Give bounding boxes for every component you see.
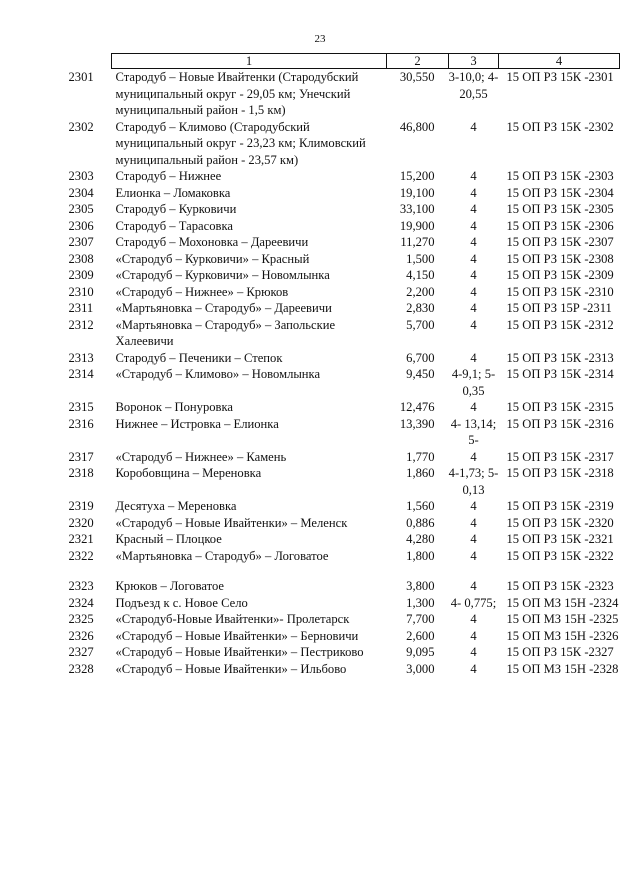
road-category: 4	[470, 400, 477, 414]
road-category: 3-10,0; 4-20,55	[448, 70, 499, 101]
road-category: 4- 0,775;	[450, 595, 497, 610]
road-name: «Мартьяновка – Стародуб» – Дареевичи	[115, 301, 332, 315]
road-category: 4	[470, 268, 477, 282]
road-code: 15 ОП РЗ 15К -2321	[506, 532, 614, 546]
road-code: 15 ОП РЗ 15К -2305	[506, 202, 614, 216]
table-row	[112, 399, 620, 416]
row-number: 2318	[68, 466, 94, 480]
row-number: 2312	[68, 317, 94, 332]
road-name: Подъезд к с. Новое Село	[115, 595, 248, 610]
road-name-cell	[68, 218, 387, 235]
row-number: 2324	[68, 595, 94, 610]
road-length: 19,100	[399, 185, 435, 200]
row-number: 2301	[68, 70, 94, 84]
road-category: 4	[470, 612, 477, 626]
road-length: 1,560	[406, 499, 435, 513]
road-name: Красный – Плоцкое	[115, 532, 222, 546]
road-length: 2,600	[406, 628, 435, 643]
road-length: 5,700	[406, 317, 435, 332]
road-category: 4	[470, 317, 477, 332]
table-row	[112, 548, 620, 565]
road-category: 4	[470, 235, 477, 249]
road-length: 46,800	[399, 119, 435, 134]
row-number: 2304	[68, 185, 94, 200]
table-row	[112, 317, 620, 350]
table-row	[112, 267, 620, 284]
road-length: 1,300	[406, 595, 435, 610]
road-length: 13,390	[399, 416, 435, 431]
road-name-cell	[68, 416, 387, 449]
row-number: 2309	[68, 268, 94, 282]
table-row	[112, 201, 620, 218]
table-body	[68, 69, 620, 678]
table-row	[112, 185, 620, 202]
table-row	[112, 611, 620, 628]
row-number: 2321	[68, 532, 94, 546]
road-category: 4	[470, 119, 477, 134]
road-code: 15 ОП РЗ 15Р -2311	[506, 301, 612, 315]
table-row	[112, 366, 620, 399]
road-length: 1,500	[406, 251, 435, 266]
road-code: 15 ОП РЗ 15К -2319	[506, 499, 614, 513]
road-name: Стародуб – Нижнее	[115, 169, 222, 183]
road-length: 1,770	[406, 449, 435, 464]
road-name-cell	[68, 201, 387, 218]
road-code: 15 ОП РЗ 15К -2320	[506, 515, 614, 530]
road-name-cell	[68, 595, 387, 612]
road-code: 15 ОП МЗ 15Н -2325	[506, 612, 619, 626]
road-length: 2,200	[406, 284, 435, 299]
table-row	[112, 628, 620, 645]
road-category: 4	[470, 301, 477, 315]
road-name: «Стародуб – Новые Ивайтенки» – Ильбово	[115, 661, 347, 676]
road-category: 4	[470, 645, 477, 659]
road-category: 4	[470, 251, 477, 266]
road-category: 4	[470, 284, 477, 299]
road-name-cell	[68, 251, 387, 268]
road-name-cell	[68, 69, 387, 119]
road-category: 4	[470, 628, 477, 643]
row-spacer	[112, 564, 620, 578]
road-name: Воронок – Понуровка	[115, 400, 234, 414]
road-category: 4	[470, 202, 477, 216]
road-category: 4-9,1; 5-0,35	[451, 367, 496, 398]
table-row	[112, 234, 620, 251]
table-row	[112, 350, 620, 367]
road-name-cell	[68, 515, 387, 532]
road-code: 15 ОП РЗ 15К -2322	[506, 548, 614, 563]
table-row	[112, 416, 620, 449]
road-name: Стародуб – Мохоновка – Дареевичи	[115, 235, 309, 249]
table-row	[112, 595, 620, 612]
column-header-4: 4	[499, 54, 620, 69]
road-name-cell	[68, 119, 387, 169]
road-code: 15 ОП РЗ 15К -2313	[506, 350, 614, 365]
road-code: 15 ОП РЗ 15К -2323	[506, 579, 614, 593]
road-code: 15 ОП РЗ 15К -2317	[506, 449, 614, 464]
road-code: 15 ОП РЗ 15К -2301	[506, 70, 614, 84]
table-row	[112, 531, 620, 548]
road-name-cell	[68, 366, 387, 399]
road-category: 4	[470, 661, 477, 676]
row-number: 2326	[68, 628, 94, 643]
road-length: 6,700	[406, 350, 435, 365]
road-category: 4-1,73; 5-0,13	[448, 466, 499, 497]
road-name: «Стародуб – Нижнее» – Камень	[115, 449, 287, 464]
table-row	[112, 284, 620, 301]
table-row	[112, 251, 620, 268]
road-name-cell	[68, 611, 387, 628]
road-length: 7,700	[406, 612, 435, 626]
road-code: 15 ОП РЗ 15К -2315	[506, 400, 614, 414]
table-row	[112, 69, 620, 119]
road-length: 1,800	[406, 548, 435, 563]
road-name: «Мартьяновка – Стародуб» – Логоватое	[115, 548, 329, 563]
column-header-1: 1	[112, 54, 387, 69]
road-code: 15 ОП РЗ 15К -2316	[506, 416, 614, 431]
road-category: 4	[470, 350, 477, 365]
road-name: «Стародуб – Нижнее» – Крюков	[115, 284, 289, 299]
road-name: Коробовщина – Мереновка	[115, 466, 262, 480]
road-category: 4	[470, 579, 477, 593]
road-name: «Стародуб – Новые Ивайтенки» – Пестриково	[115, 645, 364, 659]
road-code: 15 ОП РЗ 15К -2307	[506, 235, 614, 249]
table-row	[112, 498, 620, 515]
road-name-cell	[68, 300, 387, 317]
road-name: Стародуб – Тарасовка	[115, 218, 233, 233]
road-length: 4,150	[406, 268, 435, 282]
road-name: Стародуб – Курковичи	[115, 202, 237, 216]
road-name: «Стародуб – Курковичи» – Красный	[115, 251, 310, 266]
page-number: 23	[314, 33, 326, 45]
road-name-cell	[68, 449, 387, 466]
road-name: Нижнее – Истровка – Елионка	[115, 416, 279, 431]
road-name-cell	[68, 548, 387, 565]
road-code: 15 ОП РЗ 15К -2327	[506, 645, 614, 659]
row-number: 2310	[68, 284, 94, 299]
row-number: 2316	[68, 416, 94, 431]
road-name: «Мартьяновка – Стародуб» – Запольские Халеевичи	[115, 317, 336, 348]
row-number: 2323	[68, 579, 94, 593]
road-length: 19,900	[399, 218, 435, 233]
row-number: 2313	[68, 350, 94, 365]
road-name-cell	[68, 498, 387, 515]
road-name-cell	[68, 661, 387, 678]
road-name-cell	[68, 185, 387, 202]
table-row	[112, 449, 620, 466]
table-header	[112, 54, 620, 69]
road-length: 15,200	[399, 169, 435, 183]
table-row	[112, 661, 620, 678]
row-number: 2306	[68, 218, 94, 233]
table-row	[112, 578, 620, 595]
road-name: Стародуб – Новые Ивайтенки (Стародубский муниципальный округ - 29,05 км; Унечский муниципальный район - 1,5 км)	[115, 70, 359, 117]
road-category: 4	[470, 515, 477, 530]
road-name: Крюков – Логоватое	[115, 579, 225, 593]
road-length: 3,800	[406, 579, 435, 593]
road-length: 0,886	[406, 515, 435, 530]
road-name-cell	[68, 644, 387, 661]
road-code: 15 ОП МЗ 15Н -2326	[506, 628, 619, 643]
road-name: Стародуб – Климово (Стародубский муниципальный округ - 23,23 км; Климовский муниципальный район - 23,57 км)	[115, 119, 366, 167]
road-name: Стародуб – Печеники – Степок	[115, 350, 283, 365]
road-code: 15 ОП РЗ 15К -2310	[506, 284, 614, 299]
road-category: 4	[470, 449, 477, 464]
road-name: «Стародуб – Курковичи» – Новомлынка	[115, 268, 330, 282]
road-category: 4	[470, 218, 477, 233]
road-code: 15 ОП РЗ 15К -2318	[506, 466, 614, 480]
road-length: 3,000	[406, 661, 435, 676]
road-length: 33,100	[399, 202, 435, 216]
road-length: 9,095	[406, 645, 435, 659]
row-number: 2322	[68, 548, 94, 563]
road-name: «Стародуб – Новые Ивайтенки» – Меленск	[115, 515, 348, 530]
road-code: 15 ОП РЗ 15К -2312	[506, 317, 614, 332]
road-name-cell	[68, 399, 387, 416]
road-code: 15 ОП РЗ 15К -2306	[506, 218, 614, 233]
roads-table	[68, 53, 620, 677]
road-category: 4	[470, 169, 477, 183]
road-name: «Стародуб – Новые Ивайтенки» – Берновичи	[115, 628, 359, 643]
column-header-2: 2	[387, 54, 449, 69]
row-number: 2302	[68, 119, 94, 134]
road-name: «Стародуб-Новые Ивайтенки»- Пролетарск	[115, 612, 350, 626]
road-length: 2,830	[406, 301, 435, 315]
table-row	[112, 515, 620, 532]
road-category: 4	[470, 185, 477, 200]
table-row	[112, 218, 620, 235]
row-number: 2315	[68, 400, 94, 414]
column-header-3: 3	[449, 54, 499, 69]
road-name-cell	[68, 465, 387, 498]
row-number: 2314	[68, 367, 94, 381]
road-name-cell	[68, 234, 387, 251]
road-length: 9,450	[406, 367, 435, 381]
road-name: Елионка – Ломаковка	[115, 185, 231, 200]
road-name-cell	[68, 284, 387, 301]
road-category: 4	[470, 548, 477, 563]
road-category: 4- 13,14; 5-	[450, 416, 497, 447]
road-length: 4,280	[406, 532, 435, 546]
road-length: 1,860	[406, 466, 435, 480]
table-row	[112, 300, 620, 317]
road-code: 15 ОП РЗ 15К -2302	[506, 119, 614, 134]
road-code: 15 ОП РЗ 15К -2304	[506, 185, 614, 200]
road-name: «Стародуб – Климово» – Новомлынка	[115, 367, 321, 381]
road-name: Десятуха – Мереновка	[115, 499, 237, 513]
road-code: 15 ОП РЗ 15К -2308	[506, 251, 614, 266]
row-number: 2308	[68, 251, 94, 266]
road-name-cell	[68, 628, 387, 645]
table-row	[112, 644, 620, 661]
road-length: 11,270	[400, 235, 435, 249]
row-number: 2311	[68, 301, 94, 315]
road-name-cell	[68, 168, 387, 185]
road-code: 15 ОП МЗ 15Н -2324	[506, 595, 619, 610]
row-number: 2319	[68, 499, 94, 513]
row-number: 2305	[68, 202, 94, 216]
road-category: 4	[470, 499, 477, 513]
road-category: 4	[470, 532, 477, 546]
row-number: 2328	[68, 661, 94, 676]
row-number: 2325	[68, 612, 94, 626]
table-row	[112, 465, 620, 498]
row-number: 2303	[68, 169, 94, 183]
row-number: 2317	[68, 449, 94, 464]
row-number: 2307	[68, 235, 94, 249]
road-name-cell	[68, 350, 387, 367]
road-name-cell	[68, 317, 387, 350]
road-length: 12,476	[399, 400, 435, 414]
road-code: 15 ОП РЗ 15К -2314	[506, 367, 614, 381]
road-name-cell	[68, 267, 387, 284]
road-name-cell	[68, 531, 387, 548]
road-code: 15 ОП РЗ 15К -2303	[506, 169, 614, 183]
row-number: 2327	[68, 645, 94, 659]
table-row	[112, 168, 620, 185]
road-name-cell	[68, 578, 387, 595]
row-number: 2320	[68, 515, 94, 530]
road-length: 30,550	[399, 70, 435, 84]
road-code: 15 ОП МЗ 15Н -2328	[506, 661, 619, 676]
road-code: 15 ОП РЗ 15К -2309	[506, 268, 614, 282]
table-row	[112, 119, 620, 169]
